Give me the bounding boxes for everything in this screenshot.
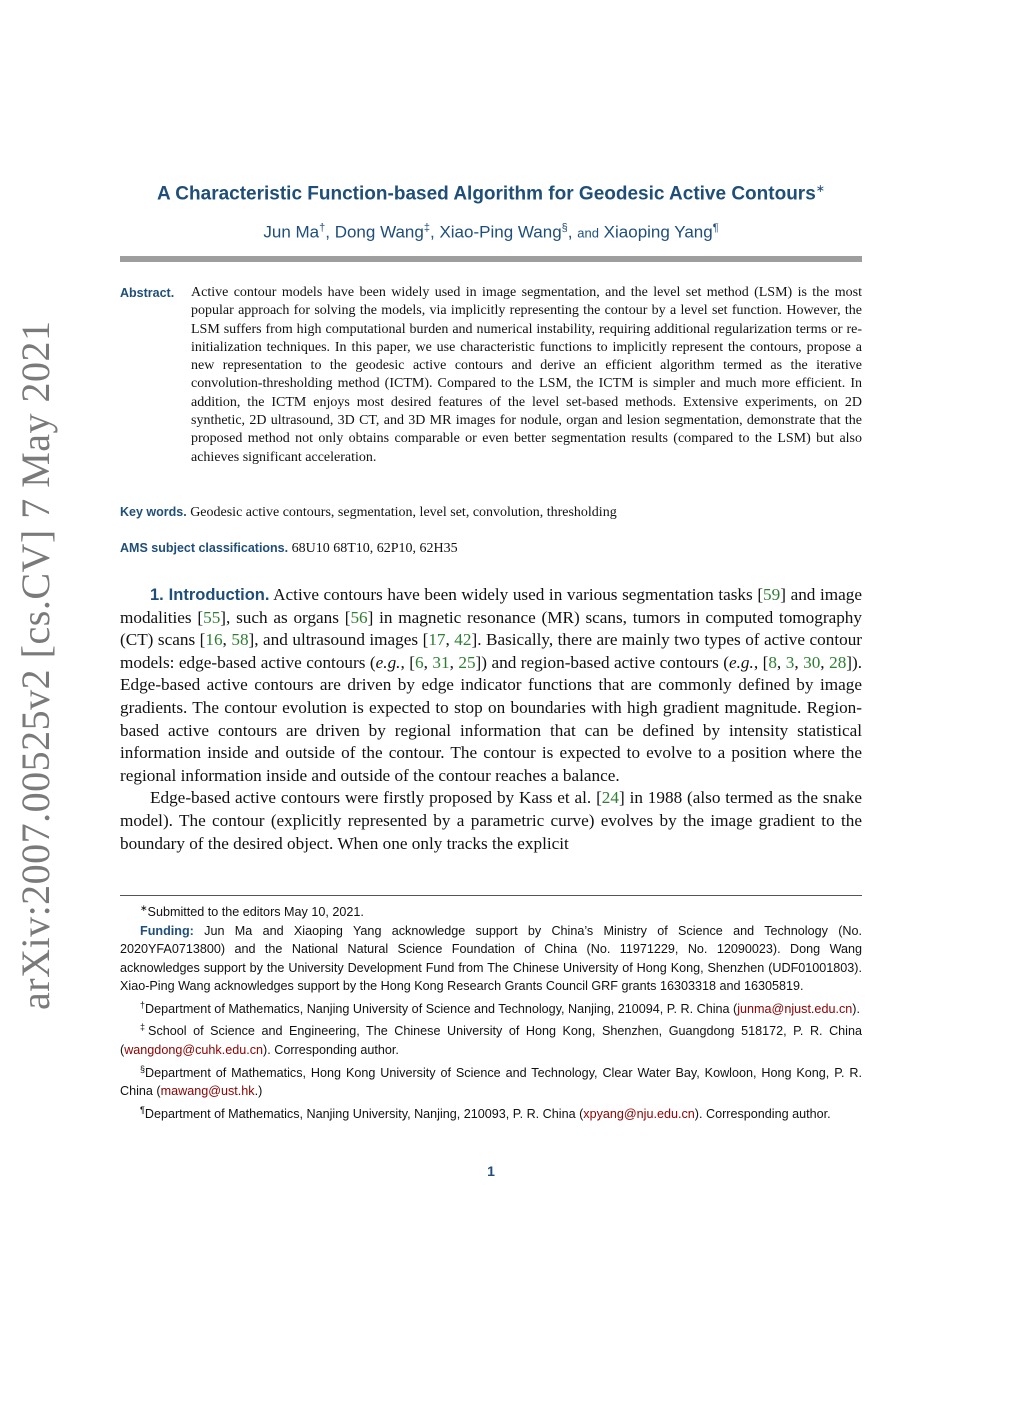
funding-label: Funding: bbox=[140, 923, 194, 938]
footnote-submitted bbox=[120, 899, 862, 922]
intro-paragraph-1: 1. Introduction. Active contours have been widely used in various segmentation tasks [59] and image modalities [55], such as organs [56] in magnetic resonance (MR) scans, tumors in computed tomography (CT) scans [16, 58], and ultrasound images [17, 42]. Basically, there are mainly two types of active contour models: edge-based active contours (e.g., [6, 31, 25]) and region-based active contours (e.g., [8, 3, 30, 28]). Edge-based active contours are driven by edge indicator functions that are commonly defined by image gradients. The contour evolution is expected to stop on boundaries with high gradient magnitude. Region-based active contours are driven by regional information that can be defined by intensity statistical information inside and outside of the contour. The contour is expected to evolve to a position where the regional information inside and outside of the contour reaches a balance. bbox=[120, 585, 863, 785]
author-mark[interactable]: § bbox=[561, 222, 568, 234]
page-number: 1 bbox=[487, 1163, 495, 1179]
email-link[interactable]: mawang@ust.hk bbox=[160, 1084, 255, 1099]
author-mark[interactable]: † bbox=[319, 222, 326, 234]
citation-link[interactable]: 56 bbox=[350, 607, 368, 627]
intro-text: in magnetic resonance (MR) scans, tumors in computed tomography (CT) scans bbox=[120, 607, 862, 650]
abstract-label: Abstract. bbox=[120, 286, 175, 300]
author-list: Jun Ma†, Dong Wang‡, Xiao-Ping Wang§, and Xiaoping Yang¶ bbox=[263, 222, 719, 242]
keywords bbox=[120, 505, 862, 521]
arxiv-identifier: arXiv:2007.00525v2 [cs.CV] 7 May 2021 bbox=[13, 320, 58, 1010]
footnote-affiliation-2 bbox=[120, 1018, 862, 1059]
footnote-funding bbox=[120, 922, 862, 996]
footnote-mark: † bbox=[140, 999, 146, 1010]
citation-link[interactable]: 3 bbox=[785, 652, 795, 672]
intro-text: , such as organs bbox=[226, 607, 339, 627]
intro-text: and image modalities bbox=[120, 585, 862, 627]
author-mark[interactable]: ¶ bbox=[712, 222, 719, 234]
author-mark[interactable]: ‡ bbox=[423, 222, 430, 234]
intro-text: . Basically, there are mainly two types of active contour models: edge-based active contours ( bbox=[120, 630, 863, 672]
citation-link[interactable]: 59 bbox=[763, 585, 781, 604]
footnote-text: .) bbox=[254, 1084, 263, 1099]
abstract-block bbox=[120, 284, 862, 467]
footnote-mark: ∗ bbox=[140, 903, 148, 913]
author-name: Xiaoping Yang bbox=[603, 222, 713, 242]
introduction-section bbox=[120, 584, 862, 855]
footnote-text: Submitted to the editors May 10, 2021. bbox=[147, 905, 364, 920]
intro-text: Edge-based active contours were firstly proposed by Kass et al. bbox=[150, 788, 592, 808]
footnote-mark: § bbox=[140, 1063, 146, 1074]
footnote-text: Department of Mathematics, Nanjing University of Science and Technology, Nanjing, 210094, P. R. China ( bbox=[145, 1001, 738, 1016]
section-heading bbox=[150, 586, 269, 604]
citation-link[interactable]: 42 bbox=[454, 630, 472, 650]
intro-text: ). Edge-based active contours are driven by edge indicator functions that are commonly defined by image gradients. The contour evolution is expected to stop on boundaries with high gradient magnitude. Region-based active contours are driven by regional information that can be defined by intensity statistical information inside and outside of the contour. The contour is expected to evolve to a position where the regional information inside and outside of the contour reaches a balance. bbox=[120, 652, 863, 785]
citation-link[interactable]: 58 bbox=[231, 630, 249, 650]
keywords-text: Geodesic active contours, segmentation, level set, convolution, thresholding bbox=[190, 505, 617, 520]
footnotes bbox=[120, 899, 862, 1123]
author-name: Xiao-Ping Wang bbox=[439, 222, 562, 242]
citation-link[interactable]: 24 bbox=[601, 788, 619, 808]
citation-link[interactable]: 31 bbox=[432, 652, 450, 672]
citation-link[interactable]: 25 bbox=[458, 652, 476, 672]
paper-title bbox=[120, 182, 862, 205]
footnote-text: ). bbox=[852, 1001, 860, 1016]
section-title: Introduction. bbox=[168, 586, 270, 604]
email-link[interactable]: wangdong@cuhk.edu.cn bbox=[124, 1043, 264, 1058]
ams-text: 68U10 68T10, 62P10, 62H35 bbox=[291, 541, 458, 556]
intro-text: e.g. bbox=[728, 652, 754, 672]
section-number: 1. bbox=[150, 586, 164, 604]
authors-and: and bbox=[577, 225, 599, 241]
author-name: Dong Wang bbox=[334, 222, 424, 242]
footnote-mark: ¶ bbox=[140, 1104, 145, 1115]
keywords-label: Key words. bbox=[120, 505, 187, 519]
author-name: Jun Ma bbox=[263, 222, 320, 242]
intro-text: ) and region-based active contours ( bbox=[481, 652, 729, 672]
footnote-rule bbox=[120, 895, 862, 896]
footnote-mark: ‡ bbox=[140, 1022, 149, 1033]
ams-label: AMS subject classifications. bbox=[120, 541, 289, 555]
email-link[interactable]: junma@njust.edu.cn bbox=[737, 1001, 853, 1016]
citation-link[interactable]: 55 bbox=[203, 607, 221, 627]
intro-text: , and ultrasound images bbox=[254, 630, 419, 650]
email-link[interactable]: xpyang@nju.edu.cn bbox=[583, 1106, 695, 1121]
citation-link[interactable]: 28 bbox=[829, 652, 847, 672]
paper-title-text: A Characteristic Function-based Algorithm for Geodesic Active Contours bbox=[157, 183, 816, 205]
footnote-text: Department of Mathematics, Nanjing University, Nanjing, 210093, P. R. China ( bbox=[144, 1106, 584, 1121]
footnote-text: School of Science and Engineering, The Chinese University of Hong Kong, Shenzhen, Guangdong 518172, P. R. China ( bbox=[120, 1024, 862, 1058]
title-rule bbox=[120, 256, 862, 262]
citation-link[interactable]: 16 bbox=[205, 630, 223, 650]
citation-link[interactable]: 8 bbox=[768, 652, 777, 672]
footnote-text: ). Corresponding author. bbox=[263, 1043, 399, 1058]
citation-link[interactable]: 17 bbox=[428, 630, 446, 650]
abstract-text: Active contour models have been widely used in image segmentation, and the level set method (LSM) is the most popular approach for solving the models, via implicitly representing the contour by a level set function. However, the LSM suffers from high computational burden and numerical instability, requiring additional regularization terms or re-initialization techniques. In this paper, we use characteristic functions to implicitly represent the contours, propose a new representation to the geodesic active contours and derive an efficient algorithm termed as the iterative convolution-thresholding method (ICTM). Compared to the LSM, the ICTM is simpler and much more efficient. In addition, the ICTM enjoys most desired features of the level set-based methods. Extensive experiments, on 2D synthetic, 2D ultrasound, 3D CT, and 3D MR images for nodule, organ and lesion segmentation, demonstrate that the proposed method not only obtains comparable or even better segmentation results (compared to the LSM) but also achieves significant acceleration. bbox=[191, 285, 862, 465]
intro-paragraph-2: Edge-based active contours were firstly proposed by Kass et al. [24] in 1988 (also termed as the snake model). The contour (explicitly represented by a parametric curve) evolves by the image gradient to the boundary of the desired object. When one only tracks the explicit bbox=[120, 788, 862, 853]
footnote-affiliation-4 bbox=[120, 1101, 862, 1124]
citation-link[interactable]: 6 bbox=[414, 652, 424, 672]
footnote-affiliation-1 bbox=[120, 996, 862, 1019]
ams-classifications bbox=[120, 541, 862, 557]
title-footnote-mark[interactable]: ∗ bbox=[815, 183, 825, 195]
intro-text: Active contours have been widely used in various segmentation tasks bbox=[273, 585, 753, 604]
footnote-text: Jun Ma and Xiaoping Yang acknowledge support by China’s Ministry of Science and Technology (No. 2020YFA0713800) and the National Natural Science Foundation of China (No. 11971229, No. 12090023). Dong Wang acknowledges support by the University Development Fund from The Chinese University of Hong Kong, Shenzhen (UDF01001803). Xiao-Ping Wang acknowledges support by the Hong Kong Research Grants Council GRF grants 16303318 and 16305819. bbox=[120, 923, 862, 994]
intro-text: in 1988 (also termed as the snake model). The contour (explicitly represented by a parametric curve) evolves by the image gradient to the boundary of the desired object. When one only tracks the explicit bbox=[120, 788, 862, 853]
intro-text: e.g. bbox=[375, 652, 401, 672]
footnote-text: Department of Mathematics, Hong Kong University of Science and Technology, Clear Water Bay, Kowloon, Hong Kong, P. R. China ( bbox=[120, 1065, 862, 1099]
citation-link[interactable]: 30 bbox=[803, 652, 821, 672]
footnote-text: ). Corresponding author. bbox=[694, 1106, 831, 1121]
footnote-affiliation-3 bbox=[120, 1060, 862, 1101]
